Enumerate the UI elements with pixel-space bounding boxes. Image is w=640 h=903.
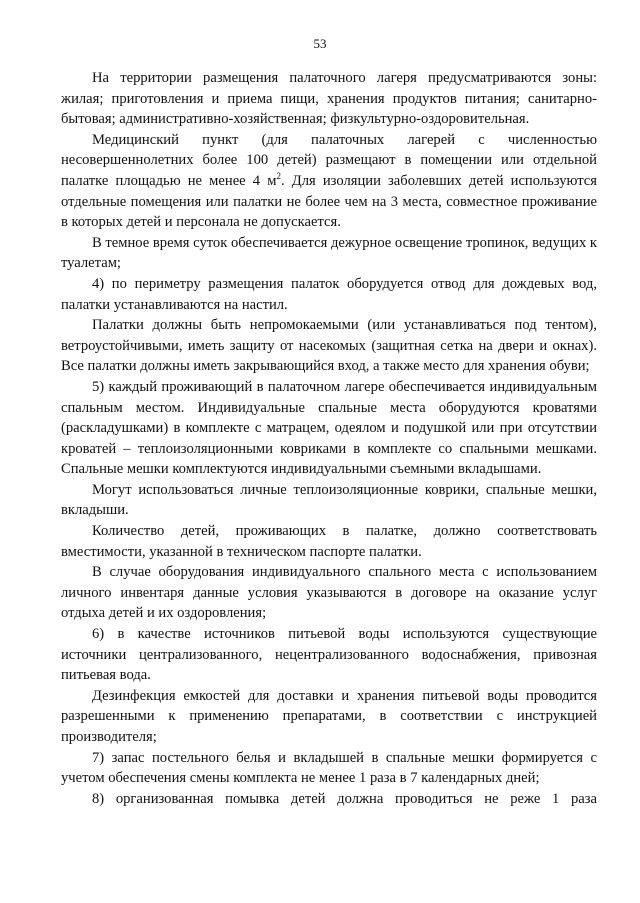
paragraph-contract: В случае оборудования индивидуального спального места с использованием личного инвентаря данные условия указываются в договоре на оказание услуг отдыха детей и их оздоровления; (61, 564, 597, 622)
paragraph-tents: Палатки должны быть непромокаемыми (или устанавливаться под тентом), ветроустойчивыми, иметь защиту от насекомых (защитная сетка на двери и окнах). Все палатки должны иметь закрывающийся вход, а также место для хранения обуви; (61, 317, 597, 375)
paragraph-zones: На территории размещения палаточного лагеря предусматриваются зоны: жилая; приготовления и приема пищи, хранения продуктов питания; санитарно-бытовая; административно-хозяйственная; физкультурно-оздоровительная. (61, 70, 597, 128)
medical-text-after: . Для изоляции заболевших детей используются отдельные помещения или палатки не более чем на 3 места, совместное проживание в которых детей и персонала не допускается. (61, 172, 597, 231)
paragraph-lighting: В темное время суток обеспечивается дежурное освещение тропинок, ведущих к туалетам; (61, 234, 597, 272)
page-number: 53 (313, 36, 327, 51)
paragraph-medical-point (61, 130, 597, 233)
medical-text-before: Медицинский пункт (для палаточных лагерей с численностью несовершеннолетних более 100 детей) размещают в помещении или отдельной палатке площадью не менее 4 м (61, 131, 597, 189)
paragraph-item-7: 7) запас постельного белья и вкладышей в спальные мешки формируется с учетом обеспечения смены комплекта не менее 1 раза в 7 календарных дней; (61, 749, 597, 787)
paragraph-personal-items: Могут использоваться личные теплоизоляционные коврики, спальные мешки, вкладыши. (61, 481, 597, 519)
paragraph-disinfection: Дезинфекция емкостей для доставки и хранения питьевой воды проводится разрешенными к применению препаратами, в соответствии с инструкцией производителя; (61, 687, 597, 745)
paragraph-item-5: 5) каждый проживающий в палаточном лагере обеспечивается индивидуальным спальным местом. Индивидуальные спальные места оборудуются кроватями (раскладушками) в комплекте с матрацем, одеялом и подушкой или при отсутствии кроватей – теплоизоляционными ковриками в комплекте со спальными мешками. Спальные мешки комплектуются индивидуальными съемными вкладышами. (61, 378, 597, 478)
document-body (61, 68, 597, 809)
paragraph-item-8: 8) организованная помывка детей должна проводиться не реже 1 раза (92, 790, 597, 807)
paragraph-item-4: 4) по периметру размещения палаток оборудуется отвод для дождевых вод, палатки устанавливаются на настил. (61, 275, 597, 313)
paragraph-item-6: 6) в качестве источников питьевой воды используются существующие источники централизованного, нецентрализованного водоснабжения, привозная питьевая вода. (61, 626, 597, 684)
square-meter-superscript: 2 (276, 171, 281, 182)
paragraph-tent-capacity: Количество детей, проживающих в палатке, должно соответствовать вместимости, указанной в техническом паспорте палатки. (61, 523, 597, 560)
